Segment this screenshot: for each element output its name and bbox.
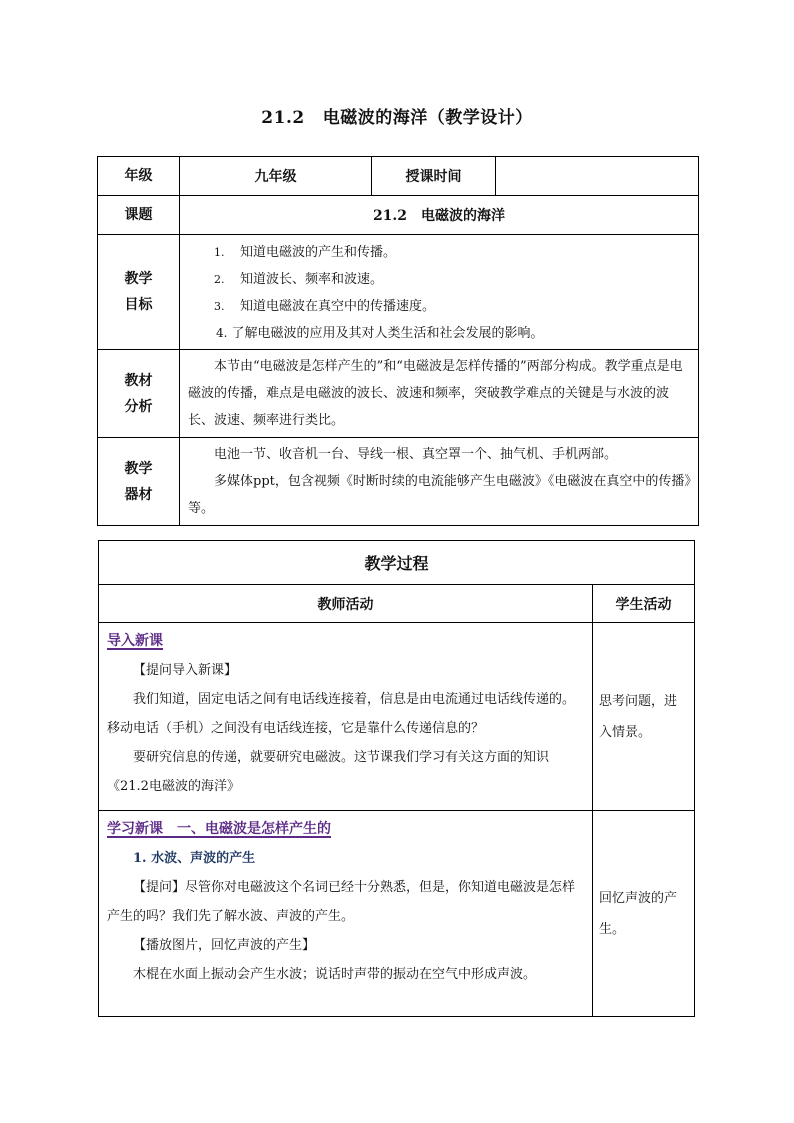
intro-paragraph-1: 我们知道，固定电话之间有电话线连接着，信息是由电流通过电话线传递的。移动电话（手机）之间没有电话线连接，它是靠什么传递信息的？ — [107, 692, 576, 736]
objective-item — [214, 293, 698, 320]
time-label: 授课时间 — [372, 157, 496, 196]
objective-number: 2. — [214, 273, 225, 286]
equipment-label — [98, 438, 180, 526]
time-value — [496, 157, 699, 196]
objective-number: 4. — [216, 326, 228, 340]
new-lesson-section-title: 学习新课 一、电磁波是怎样产生的 — [107, 821, 331, 837]
objective-number: 3. — [214, 300, 225, 313]
objective-text: 知道电磁波的产生和传播。 — [240, 245, 397, 260]
intro-section-title: 导入新课 — [107, 633, 163, 649]
topic-value: 21.2 电磁波的海洋 — [180, 196, 699, 235]
objectives-label — [98, 235, 180, 350]
equipment-label-line1: 教学 — [124, 460, 153, 477]
equipment-text-cell — [180, 438, 699, 526]
objectives-list — [180, 235, 699, 350]
new-lesson-subtitle: 1. 水波、声波的产生 — [133, 851, 256, 866]
objective-text: 了解电磁波的应用及其对人类生活和社会发展的影响。 — [231, 326, 544, 341]
new-lesson-paragraph-2: 木棍在水面上振动会产生水波；说话时声带的振动在空气中形成声波。 — [133, 967, 537, 982]
process-header: 教学过程 — [99, 541, 695, 585]
info-table — [97, 156, 699, 526]
new-lesson-teacher-cell — [99, 811, 593, 1017]
objective-item — [214, 320, 698, 347]
objectives-label-line2: 目标 — [124, 297, 153, 313]
analysis-text: 本节由“电磁波是怎样产生的”和“电磁波是怎样传播的”两部分构成。教学重点是电磁波的传播，难点是电磁波的波长、波速和频率，突破教学难点的关键是与水波的波长、波速、频率进行类比。 — [188, 359, 683, 428]
topic-label: 课题 — [98, 196, 180, 235]
new-lesson-tag: 【播放图片，回忆声波的产生】 — [133, 938, 316, 953]
objectives-label-line1: 教学 — [124, 271, 153, 287]
intro-paragraph-2: 要研究信息的传递，就要研究电磁波。这节课我们学习有关这方面的知识《21.2电磁波的海洋》 — [107, 750, 550, 794]
student-activity-header: 学生活动 — [593, 585, 695, 623]
title-number: 21.2 — [261, 108, 305, 128]
objective-text: 知道电磁波在真空中的传播速度。 — [240, 299, 436, 314]
process-table — [98, 540, 695, 1017]
equipment-label-line2: 器材 — [124, 486, 153, 503]
new-lesson-paragraph-1: 【提问】尽管你对电磁波这个名词已经十分熟悉，但是，你知道电磁波是怎样产生的吗？我们先了解水波、声波的产生。 — [107, 880, 576, 924]
analysis-label — [98, 350, 180, 438]
objective-number: 1. — [214, 246, 225, 259]
document-title — [0, 103, 794, 128]
title-text: 电磁波的海洋（教学设计） — [322, 108, 533, 128]
analysis-label-line1: 教材 — [124, 372, 153, 389]
objective-item — [214, 266, 698, 293]
equipment-line: 电池一节、收音机一台、导线一根、真空罩一个、抽气机、手机两部。 — [214, 447, 618, 462]
intro-student-cell: 思考问题，进入情景。 — [593, 623, 695, 811]
grade-value: 九年级 — [180, 157, 372, 196]
teacher-activity-header: 教师活动 — [99, 585, 593, 623]
equipment-line: 多媒体ppt，包含视频《时断时续的电流能够产生电磁波》《电磁波在真空中的传播》等。 — [188, 474, 691, 516]
analysis-text-cell — [180, 350, 699, 438]
analysis-label-line2: 分析 — [124, 398, 153, 415]
new-lesson-student-cell: 回忆声波的产生。 — [593, 811, 695, 1017]
intro-tag: 【提问导入新课】 — [133, 663, 238, 678]
objective-text: 知道波长、频率和波速。 — [240, 272, 384, 287]
grade-label: 年级 — [98, 157, 180, 196]
objective-item — [214, 239, 698, 266]
intro-teacher-cell — [99, 623, 593, 811]
